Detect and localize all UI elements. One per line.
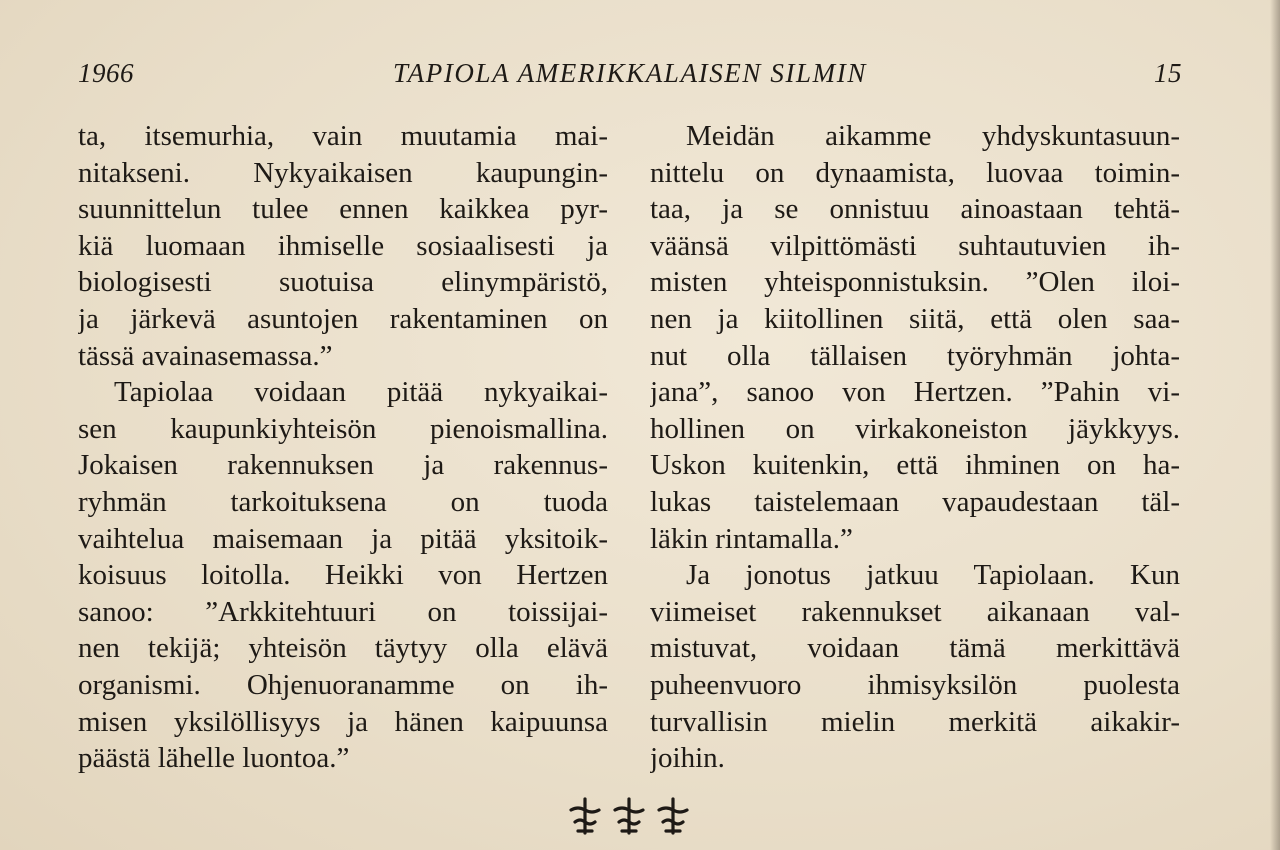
text-line: Jokaisen rakennuksen ja rakennus- [78,449,608,482]
text-line: lukas taistelemaan vapaudestaan täl- [650,485,1180,518]
text-line: organismi. Ohjenuoranamme on ih- [78,668,608,701]
text-line: nittelu on dynaamista, luovaa toimin- [650,156,1180,189]
text-line: biologisesti suotuisa elinympäristö, [78,266,608,299]
text-line: Uskon kuitenkin, että ihminen on ha- [650,449,1180,482]
text-line: viimeiset rakennukset aikanaan val- [650,595,1180,628]
left-column [78,118,608,777]
text-line: Tapiolaa voidaan pitää nykyaikai- [114,376,608,409]
cross-flourish-icon [654,795,692,837]
text-line: taa, ja se onnistuu ainoastaan tehtä- [650,193,1180,226]
text-line: nen tekijä; yhteisön täytyy olla elävä [78,632,608,665]
text-line: väänsä vilpittömästi suhtautuvien ih- [650,229,1180,262]
text-line: ryhmän tarkoituksena on tuoda [78,485,608,518]
text-line: kiä luomaan ihmiselle sosiaalisesti ja [78,229,608,262]
text-line: koisuus loitolla. Heikki von Hertzen [78,559,608,592]
text-line: läkin rintamalla.” [650,522,853,555]
cross-flourish-icon [566,795,604,837]
header-title: TAPIOLA AMERIKKALAISEN SILMIN [393,58,867,88]
text-line: hollinen on virkakoneiston jäykkyys. [650,412,1180,445]
text-line: Meidän aikamme yhdyskuntasuun- [686,120,1180,152]
text-line: vaihtelua maisemaan ja pitää yksitoik- [78,522,608,555]
text-line: joihin. [650,742,725,775]
text-line: Ja jonotus jatkuu Tapiolaan. Kun [686,559,1180,592]
text-line: sanoo: ”Arkkitehtuuri on toissijai- [78,595,608,628]
header-year: 1966 [78,58,134,88]
text-line: misten yhteisponnistuksin. ”Olen iloi- [650,266,1180,299]
text-line: tässä avainasemassa.” [78,339,333,372]
text-line: turvallisin mielin merkitä aikakir- [650,705,1180,738]
text-line: nitakseni. Nykyaikaisen kaupungin- [78,156,608,189]
right-column [650,118,1180,777]
page-spine-shadow [1270,0,1280,850]
text-line: ta, itsemurhia, vain muutamia mai- [78,120,608,152]
text-line: puheenvuoro ihmisyksilön puolesta [650,668,1180,701]
text-line: ja järkevä asuntojen rakentaminen on [78,302,608,335]
text-line: misen yksilöllisyys ja hänen kaipuunsa [78,705,608,738]
cross-flourish-icon [610,795,648,837]
running-header [78,52,1182,96]
text-line: mistuvat, voidaan tämä merkittävä [650,632,1180,665]
page-number: 15 [1154,58,1182,88]
text-line: jana”, sanoo von Hertzen. ”Pahin vi- [650,376,1180,409]
text-line: suunnittelun tulee ennen kaikkea pyr- [78,193,608,226]
text-line: päästä lähelle luontoa.” [78,742,350,775]
text-line: nut olla tällaisen työryhmän johta- [650,339,1180,372]
text-line: nen ja kiitollinen siitä, että olen saa- [650,302,1180,335]
triple-cross-flourish-icon [566,794,692,838]
text-line: sen kaupunkiyhteisön pienoismallina. [78,412,608,445]
